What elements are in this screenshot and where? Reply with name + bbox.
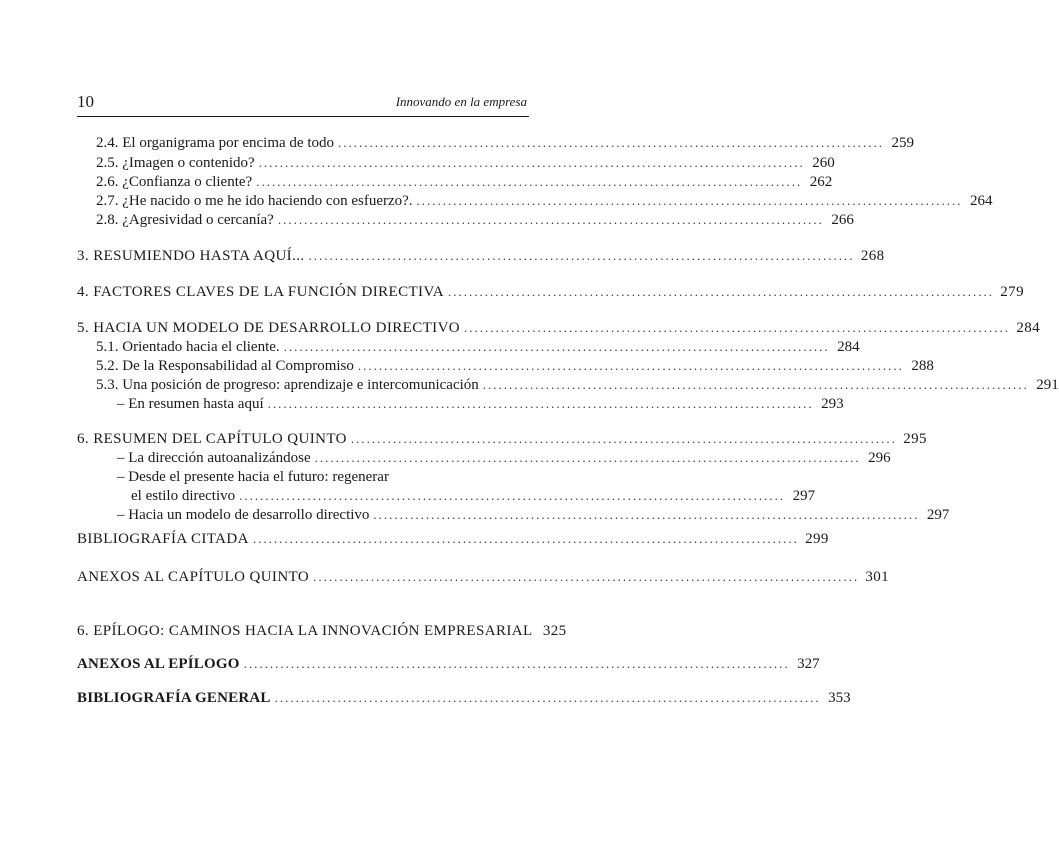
toc-entry-label: 2.4. El organigrama por encima de todo xyxy=(96,135,334,151)
toc-entry[interactable] xyxy=(77,246,885,266)
toc-entry[interactable] xyxy=(117,394,844,414)
toc-entry[interactable] xyxy=(77,621,567,641)
toc-entry-label: 6. EPÍLOGO: CAMINOS HACIA LA INNOVACIÓN EMPRESARIAL xyxy=(77,623,533,639)
leader-dots: ........................................................................................................ xyxy=(464,320,1011,335)
toc-entry-label: 5.3. Una posición de progreso: aprendizaje e intercomunicación xyxy=(96,377,479,393)
leader-dots: ........................................................................................................ xyxy=(338,135,884,150)
toc-entry-page: 279 xyxy=(1000,284,1024,300)
toc-entry-page: 297 xyxy=(926,507,950,523)
toc-entry-page: 301 xyxy=(865,569,890,585)
toc-entry[interactable] xyxy=(77,654,820,674)
toc-entry-label: ANEXOS AL EPÍLOGO xyxy=(77,656,240,672)
toc-entry-label: 5.2. De la Responsabilidad al Compromiso xyxy=(96,358,354,374)
toc-entry-label: 5.1. Orientado hacia el cliente. xyxy=(96,339,280,355)
toc-entry-page: 284 xyxy=(1016,320,1041,336)
leader-dots: ........................................................................................................ xyxy=(313,569,860,584)
leader-dots: ........................................................................................................ xyxy=(308,248,855,263)
toc-entry-page: 259 xyxy=(891,135,914,151)
toc-entry-page: 264 xyxy=(970,193,993,209)
toc-entry[interactable] xyxy=(96,337,860,357)
toc-entry[interactable] xyxy=(131,486,816,506)
leader-dots: ........................................................................................................ xyxy=(373,507,920,522)
toc-entry[interactable] xyxy=(117,448,891,468)
leader-dots: ........................................................................................................ xyxy=(274,690,821,705)
leader-dots: ........................................................................................................ xyxy=(447,284,994,299)
toc-entry[interactable] xyxy=(96,375,1059,395)
leader-dots: ........................................................................................................ xyxy=(283,339,830,354)
toc-entry[interactable] xyxy=(117,505,950,525)
toc-entry-label: 2.7. ¿He nacido o me he ido haciendo con esfuerzo?. xyxy=(96,193,413,209)
toc-entry-label: ANEXOS AL CAPÍTULO QUINTO xyxy=(77,569,310,585)
toc-entry-label: 3. RESUMIENDO HASTA AQUÍ... xyxy=(77,248,305,264)
toc-entry[interactable] xyxy=(77,318,1041,338)
leader-dots: ........................................................................................................ xyxy=(258,155,805,170)
toc-entry[interactable] xyxy=(96,191,993,211)
toc-entry-label: – La dirección autoanalizándose xyxy=(117,450,311,466)
toc-entry-page: 288 xyxy=(911,358,934,374)
leader-dots: ........................................................................................................ xyxy=(239,488,786,503)
leader-dots: ........................................................................................................ xyxy=(350,431,897,446)
leader-dots: ........................................................................................................ xyxy=(314,450,861,465)
toc-entry[interactable] xyxy=(96,356,934,376)
leader-dots: ........................................................................................................ xyxy=(243,656,790,671)
toc-entry[interactable] xyxy=(77,529,829,549)
toc-entry-label: – Desde el presente hacia el futuro: regenerar xyxy=(117,469,389,485)
running-title: Innovando en la empresa xyxy=(395,94,527,109)
page-number: 10 xyxy=(77,92,94,111)
toc-entry-label: 2.5. ¿Imagen o contenido? xyxy=(96,155,255,171)
toc-entry-page: 260 xyxy=(812,155,835,171)
toc-entry-page: 325 xyxy=(542,623,567,639)
toc-entry-label: BIBLIOGRAFÍA GENERAL xyxy=(77,690,271,706)
toc-entry-label: 2.8. ¿Agresividad o cercanía? xyxy=(96,212,274,228)
toc-entry[interactable] xyxy=(96,172,833,192)
toc-entry-label: BIBLIOGRAFÍA CITADA xyxy=(77,531,249,547)
toc-entry-label: 5. HACIA UN MODELO DE DESARROLLO DIRECTIVO xyxy=(77,320,461,336)
leader-dots: ........................................................................................................ xyxy=(252,531,799,546)
toc-entry[interactable] xyxy=(77,429,927,449)
leader-dots: ........................................................................................................ xyxy=(277,212,824,227)
toc-entry-page: 284 xyxy=(837,339,860,355)
toc-entry-page: 268 xyxy=(860,248,885,264)
toc-entry-page: 296 xyxy=(868,450,891,466)
toc-entry[interactable] xyxy=(96,133,914,153)
toc-entry-label: – Hacia un modelo de desarrollo directivo xyxy=(117,507,370,523)
toc-entry[interactable] xyxy=(77,688,851,708)
leader-dots: ........................................................................................................ xyxy=(357,358,904,373)
toc-entry-page: 293 xyxy=(821,396,844,412)
leader-dots: ........................................................................................................ xyxy=(267,396,814,411)
leader-dots: ........................................................................................................ xyxy=(256,174,803,189)
toc-entry-label: el estilo directivo xyxy=(131,488,236,504)
toc-entry-page: 327 xyxy=(797,656,820,672)
toc-entry-label: 6. RESUMEN DEL CAPÍTULO QUINTO xyxy=(77,431,347,447)
toc-entry-page: 266 xyxy=(831,212,854,228)
leader-dots: ........................................................................................................ xyxy=(482,377,1029,392)
toc-entry[interactable] xyxy=(77,282,1024,302)
toc-entry-page: 262 xyxy=(809,174,833,190)
toc-entry-page: 353 xyxy=(828,690,851,706)
leader-dots: ........................................................................................................ xyxy=(416,193,963,208)
toc-entry-page: 295 xyxy=(903,431,927,447)
toc-entry-page: 297 xyxy=(792,488,816,504)
toc-entry-page: 291 xyxy=(1036,377,1059,393)
toc-entry[interactable] xyxy=(77,567,890,587)
toc-entry-label: 2.6. ¿Confianza o cliente? xyxy=(96,174,253,190)
toc-entry-label: – En resumen hasta aquí xyxy=(117,396,264,412)
toc-entry-label: 4. FACTORES CLAVES DE LA FUNCIÓN DIRECTIVA xyxy=(77,284,444,300)
toc-entry-page: 299 xyxy=(805,531,829,547)
toc-entry[interactable] xyxy=(96,210,854,230)
toc-entry[interactable] xyxy=(96,153,835,173)
